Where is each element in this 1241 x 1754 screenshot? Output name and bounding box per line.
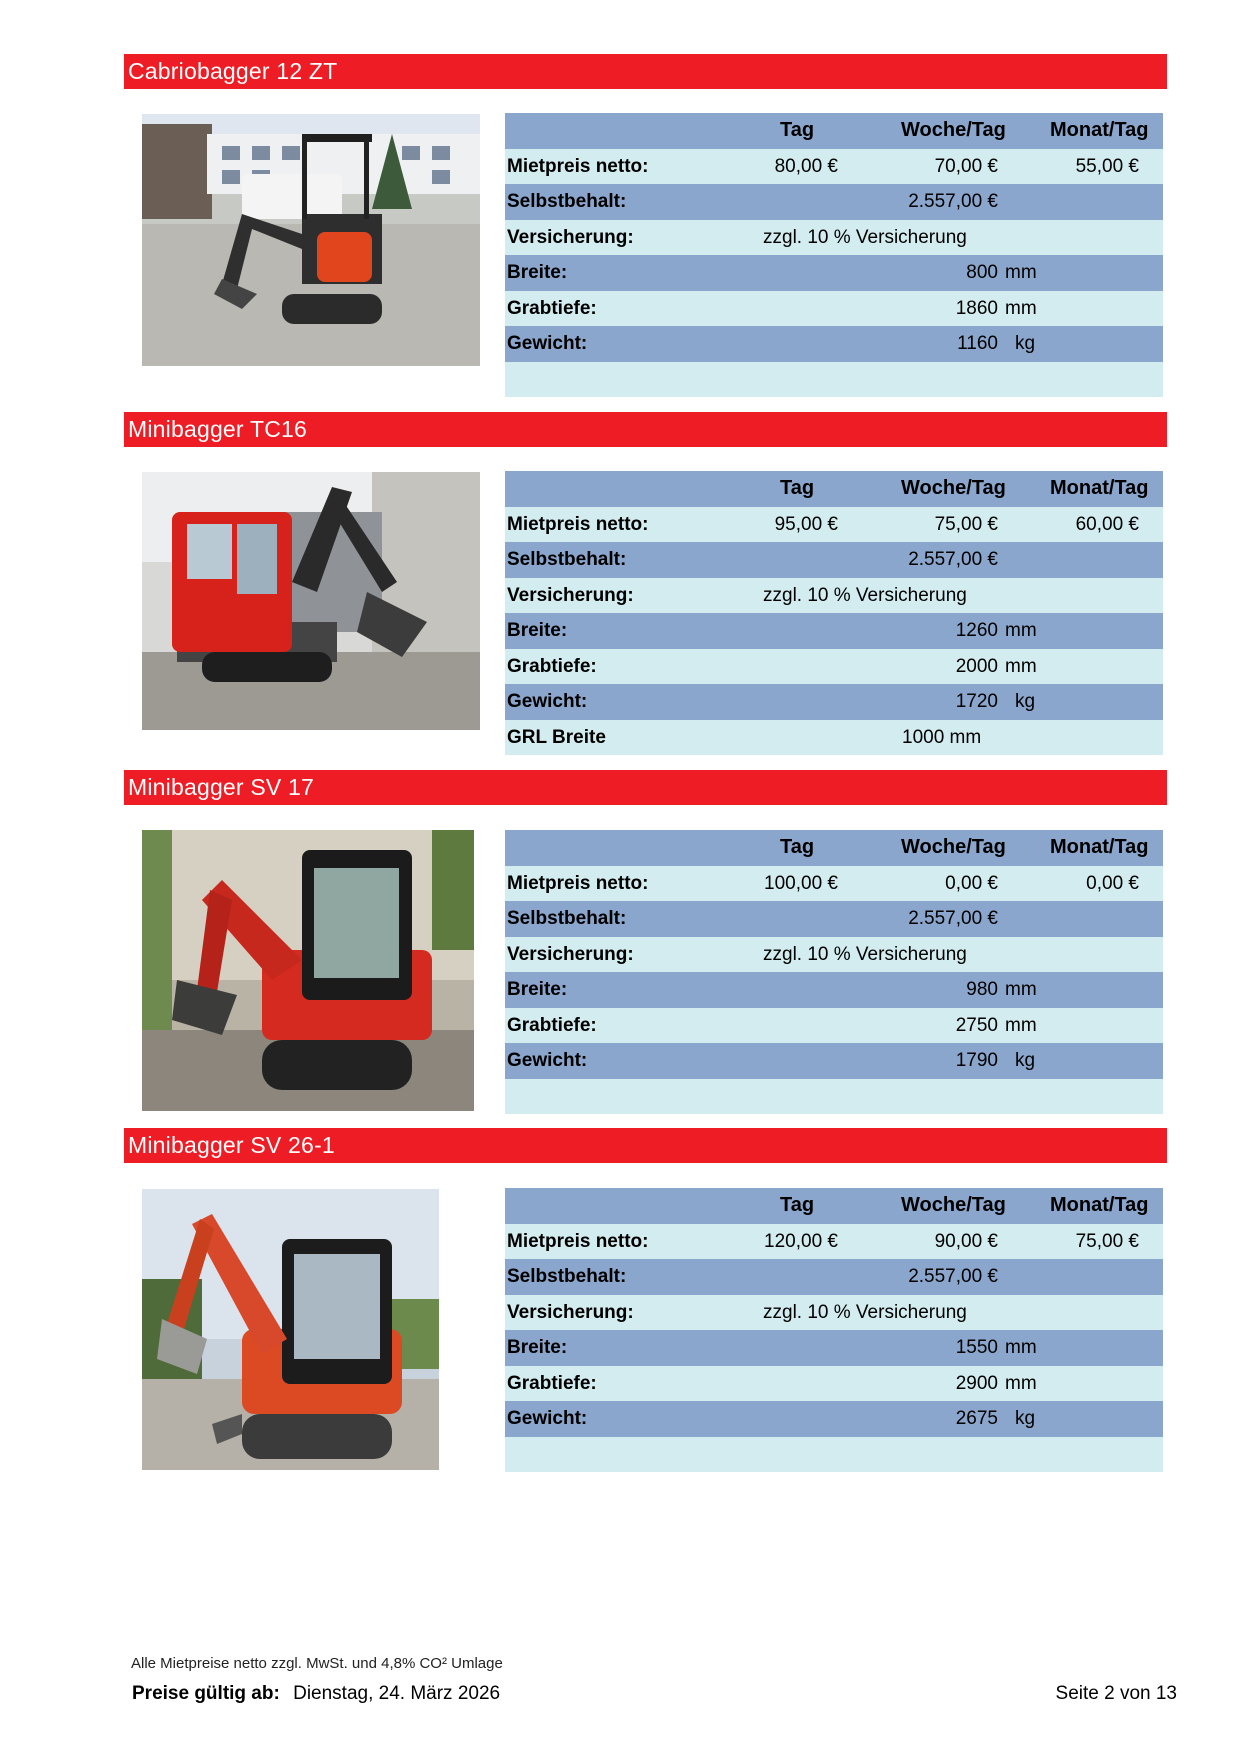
gewicht-value: 1790: [955, 1050, 998, 1071]
col-tag: Tag: [780, 119, 815, 141]
breite-unit: mm: [1005, 262, 1037, 283]
col-woche: Woche/Tag: [901, 836, 1006, 858]
label: Mietpreis netto:: [507, 155, 649, 177]
label: Mietpreis netto:: [507, 872, 649, 894]
row-mietpreis: [505, 1224, 1163, 1260]
spec-table: [505, 830, 1163, 1114]
label: Selbstbehalt:: [507, 549, 627, 570]
versicherung-value: zzgl. 10 % Versicherung: [763, 1301, 967, 1323]
label: Grabtiefe:: [507, 1372, 597, 1394]
row-grabtiefe: [505, 1366, 1163, 1402]
valid-label: Preise gültig ab:: [132, 1683, 280, 1704]
spec-table: [505, 471, 1163, 755]
price-monat: 55,00 €: [1075, 155, 1139, 177]
selbstbehalt-value: 2.557,00 €: [908, 1266, 998, 1287]
price-woche: 0,00 €: [945, 872, 998, 894]
machine-title: Minibagger TC16: [124, 412, 1167, 447]
row-selbstbehalt: [505, 901, 1163, 937]
row-selbstbehalt: [505, 1259, 1163, 1295]
gewicht-unit: kg: [1015, 333, 1036, 354]
breite-unit: mm: [1005, 620, 1037, 641]
valid-date: Dienstag, 24. März 2026: [293, 1683, 501, 1704]
breite-value: 1260: [955, 620, 998, 641]
row-gewicht: [505, 326, 1163, 362]
col-woche: Woche/Tag: [901, 477, 1006, 499]
row-mietpreis: [505, 866, 1163, 902]
footnote: Alle Mietpreise netto zzgl. MwSt. und 4,8% CO² Umlage: [131, 1655, 503, 1672]
grabtiefe-unit: mm: [1005, 655, 1037, 677]
machine-title: Cabriobagger 12 ZT: [124, 54, 1167, 89]
row-gewicht: [505, 684, 1163, 720]
row-gewicht: [505, 1401, 1163, 1437]
excavator-photo: [142, 1189, 439, 1470]
price-tag: 95,00 €: [774, 513, 838, 535]
row-mietpreis: [505, 149, 1163, 185]
label: Grabtiefe:: [507, 297, 597, 319]
gewicht-value: 1160: [957, 333, 998, 354]
price-woche: 75,00 €: [934, 513, 998, 535]
row-empty: [505, 1079, 1163, 1115]
row-empty: [505, 1437, 1163, 1473]
label: Gewicht:: [507, 1408, 588, 1429]
col-woche: Woche/Tag: [901, 1194, 1006, 1216]
col-woche: Woche/Tag: [901, 119, 1006, 141]
price-monat: 60,00 €: [1075, 513, 1139, 535]
breite-unit: mm: [1005, 1337, 1037, 1358]
grl-breite-value: 1000 mm: [902, 726, 982, 748]
row-versicherung: [505, 1295, 1163, 1331]
row-breite: [505, 255, 1163, 291]
machine-title: Minibagger SV 17: [124, 770, 1167, 805]
table-header: [505, 830, 1163, 866]
row-grabtiefe: [505, 649, 1163, 685]
grabtiefe-value: 2900: [955, 1372, 998, 1394]
col-monat: Monat/Tag: [1050, 1194, 1149, 1216]
versicherung-value: zzgl. 10 % Versicherung: [763, 584, 967, 606]
label: Versicherung:: [507, 584, 634, 606]
table-header: [505, 471, 1163, 507]
label: Mietpreis netto:: [507, 1230, 649, 1252]
label: Grabtiefe:: [507, 1014, 597, 1036]
price-tag: 80,00 €: [774, 155, 838, 177]
label: Grabtiefe:: [507, 655, 597, 677]
price-monat: 0,00 €: [1086, 872, 1139, 894]
label: Versicherung:: [507, 943, 634, 965]
page-number: Seite 2 von 13: [1055, 1683, 1177, 1704]
versicherung-value: zzgl. 10 % Versicherung: [763, 943, 967, 965]
excavator-photo: [142, 472, 480, 730]
row-breite: [505, 972, 1163, 1008]
excavator-photo: [142, 830, 474, 1111]
price-woche: 90,00 €: [934, 1230, 998, 1252]
price-tag: 120,00 €: [764, 1230, 838, 1252]
row-mietpreis: [505, 507, 1163, 543]
excavator-photo: [142, 114, 480, 366]
grabtiefe-unit: mm: [1005, 1014, 1037, 1036]
selbstbehalt-value: 2.557,00 €: [908, 908, 998, 929]
col-monat: Monat/Tag: [1050, 119, 1149, 141]
selbstbehalt-value: 2.557,00 €: [908, 191, 998, 212]
gewicht-unit: kg: [1015, 691, 1036, 712]
col-tag: Tag: [780, 1194, 815, 1216]
table-header: [505, 113, 1163, 149]
selbstbehalt-value: 2.557,00 €: [908, 549, 998, 570]
label: Breite:: [507, 1337, 568, 1358]
label: Gewicht:: [507, 333, 588, 354]
gewicht-unit: kg: [1015, 1050, 1036, 1071]
row-empty: [505, 362, 1163, 398]
label: Selbstbehalt:: [507, 191, 627, 212]
label: Mietpreis netto:: [507, 513, 649, 535]
row-grabtiefe: [505, 291, 1163, 327]
grabtiefe-unit: mm: [1005, 297, 1037, 319]
row-versicherung: [505, 220, 1163, 256]
grabtiefe-value: 2000: [955, 655, 998, 677]
row-grabtiefe: [505, 1008, 1163, 1044]
col-monat: Monat/Tag: [1050, 836, 1149, 858]
gewicht-value: 1720: [955, 691, 998, 712]
label: Versicherung:: [507, 226, 634, 248]
col-monat: Monat/Tag: [1050, 477, 1149, 499]
row-grl-breite: [505, 720, 1163, 756]
table-header: [505, 1188, 1163, 1224]
label: Selbstbehalt:: [507, 908, 627, 929]
label: Gewicht:: [507, 691, 588, 712]
breite-unit: mm: [1005, 979, 1037, 1000]
price-tag: 100,00 €: [764, 872, 838, 894]
grabtiefe-unit: mm: [1005, 1372, 1037, 1394]
versicherung-value: zzgl. 10 % Versicherung: [763, 226, 967, 248]
row-gewicht: [505, 1043, 1163, 1079]
col-tag: Tag: [780, 477, 815, 499]
price-woche: 70,00 €: [934, 155, 998, 177]
label: Versicherung:: [507, 1301, 634, 1323]
breite-value: 800: [966, 262, 998, 283]
label: Breite:: [507, 620, 568, 641]
spec-table: [505, 113, 1163, 397]
row-selbstbehalt: [505, 542, 1163, 578]
label: GRL Breite: [507, 726, 606, 748]
row-breite: [505, 613, 1163, 649]
row-versicherung: [505, 937, 1163, 973]
breite-value: 980: [966, 979, 998, 1000]
machine-title: Minibagger SV 26-1: [124, 1128, 1167, 1163]
label: Selbstbehalt:: [507, 1266, 627, 1287]
grabtiefe-value: 2750: [955, 1014, 998, 1036]
spec-table: [505, 1188, 1163, 1472]
row-breite: [505, 1330, 1163, 1366]
gewicht-unit: kg: [1015, 1408, 1036, 1429]
label: Breite:: [507, 262, 568, 283]
label: Gewicht:: [507, 1050, 588, 1071]
col-tag: Tag: [780, 836, 815, 858]
price-monat: 75,00 €: [1075, 1230, 1139, 1252]
label: Breite:: [507, 979, 568, 1000]
breite-value: 1550: [955, 1337, 998, 1358]
grabtiefe-value: 1860: [955, 297, 998, 319]
row-selbstbehalt: [505, 184, 1163, 220]
row-versicherung: [505, 578, 1163, 614]
gewicht-value: 2675: [955, 1408, 998, 1429]
valid-from: [132, 1683, 500, 1705]
